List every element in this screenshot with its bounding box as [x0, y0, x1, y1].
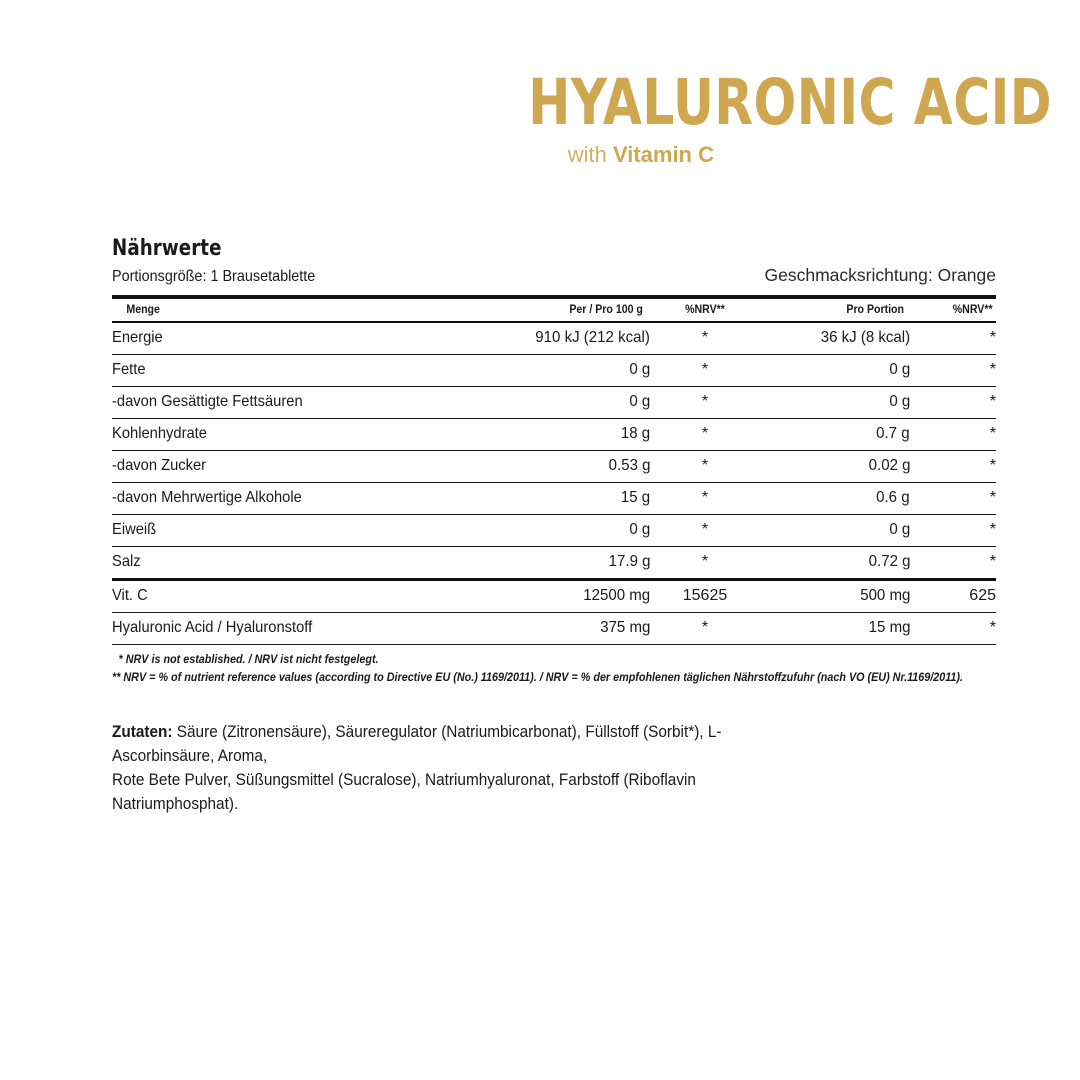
- table-row: [112, 355, 996, 387]
- product-brand-header: [352, 66, 1052, 168]
- column-header-portion: Pro Portion: [766, 297, 904, 322]
- cell-per-portion-text: 15 mg: [868, 619, 910, 636]
- table-row: [112, 580, 996, 613]
- cell-per-100g-text: 0.53 g: [608, 457, 650, 474]
- column-header-nrv2: %NRV**: [913, 297, 992, 322]
- cell-per-portion: [760, 613, 910, 645]
- cell-per-portion: [760, 515, 910, 547]
- cell-nrv-per-portion: *: [910, 547, 996, 580]
- product-title: HYALURONIC ACID: [528, 66, 1052, 139]
- cell-nutrient-name-text: Fette: [112, 361, 146, 378]
- cell-per-100g-text: 15 g: [620, 489, 650, 506]
- ingredients-text-1: Säure (Zitronensäure), Säureregulator (Natriumbicarbonat), Füllstoff (Sorbit*), L-Ascorbinsäure, Aroma,: [112, 722, 722, 765]
- cell-nutrient-name: [112, 580, 472, 613]
- cell-per-portion: [760, 387, 910, 419]
- cell-per-portion: [760, 355, 910, 387]
- product-subtitle-prefix: with: [567, 141, 613, 167]
- table-row: [112, 387, 996, 419]
- product-subtitle-emphasis: Vitamin C: [612, 141, 714, 167]
- cell-nutrient-name-text: Energie: [112, 329, 163, 346]
- cell-per-100g-text: 910 kJ (212 kcal): [535, 329, 650, 346]
- cell-nutrient-name-text: -davon Zucker: [112, 457, 207, 474]
- cell-per-portion-text: 0 g: [889, 521, 910, 538]
- ingredients-section: [112, 721, 872, 817]
- cell-nrv-per-100g: *: [650, 483, 760, 515]
- cell-per-portion: [760, 547, 910, 580]
- cell-per-portion-text: 36 kJ (8 kcal): [820, 329, 910, 346]
- serving-size-text: Portionsgröße: 1 Brausetablette: [112, 268, 316, 285]
- nutrition-panel: [112, 236, 996, 817]
- table-row: [112, 419, 996, 451]
- nutrition-table: [112, 295, 996, 645]
- cell-nrv-per-100g: *: [650, 547, 760, 580]
- cell-per-100g-text: 0 g: [629, 393, 650, 410]
- footnote-double-asterisk: ** NRV = % of nutrient reference values (according to Directive EU (No.) 1169/2011). / NRV = % der empfohlenen täglichen Nährstoffzufuhr (nach VO (EU) Nr.1169/2011).: [112, 670, 964, 684]
- cell-per-100g: [472, 483, 650, 515]
- cell-nrv-per-portion: *: [910, 613, 996, 645]
- cell-per-100g-text: 0 g: [629, 361, 650, 378]
- cell-per-portion-text: 0.6 g: [876, 489, 910, 506]
- table-row: [112, 483, 996, 515]
- cell-nutrient-name-text: Hyaluronic Acid / Hyaluronstoff: [112, 619, 313, 636]
- table-row: [112, 613, 996, 645]
- cell-nutrient-name: [112, 355, 472, 387]
- cell-per-100g: [472, 419, 650, 451]
- cell-nrv-per-100g: *: [650, 322, 760, 355]
- cell-nutrient-name: [112, 322, 472, 355]
- cell-per-portion-text: 0.02 g: [868, 457, 910, 474]
- serving-info-row: [112, 265, 996, 286]
- cell-per-100g: [472, 580, 650, 613]
- cell-nrv-per-portion: *: [910, 387, 996, 419]
- cell-nrv-per-portion: *: [910, 483, 996, 515]
- cell-per-portion: [760, 580, 910, 613]
- table-row: [112, 451, 996, 483]
- cell-nutrient-name-text: Eiweiß: [112, 521, 157, 538]
- column-header-name: Menge: [126, 297, 457, 322]
- ingredients-text-2: Rote Bete Pulver, Süßungsmittel (Sucralose), Natriumhyaluronat, Farbstoff (Riboflavin Natriumphosphat).: [112, 770, 696, 813]
- cell-nrv-per-100g: *: [650, 419, 760, 451]
- cell-per-100g: [472, 547, 650, 580]
- ingredients-label: Zutaten:: [112, 722, 173, 741]
- cell-nrv-per-portion: *: [910, 322, 996, 355]
- column-header-nrv1: %NRV**: [654, 297, 755, 322]
- cell-nrv-per-portion: *: [910, 515, 996, 547]
- cell-per-portion: [760, 483, 910, 515]
- cell-nrv-per-100g: *: [650, 387, 760, 419]
- cell-per-100g: [472, 613, 650, 645]
- ingredients-line-2: [112, 769, 819, 817]
- cell-nrv-per-portion: *: [910, 451, 996, 483]
- cell-per-portion: [760, 419, 910, 451]
- cell-per-portion: [760, 451, 910, 483]
- cell-nutrient-name-text: Vit. C: [112, 587, 148, 604]
- cell-nutrient-name-text: -davon Mehrwertige Alkohole: [112, 489, 302, 506]
- cell-nrv-per-100g: 15625: [650, 580, 760, 613]
- cell-per-100g-text: 0 g: [629, 521, 650, 538]
- cell-nutrient-name: [112, 547, 472, 580]
- cell-per-portion-text: 0.7 g: [876, 425, 910, 442]
- cell-per-100g: [472, 355, 650, 387]
- cell-nutrient-name: [112, 483, 472, 515]
- footnote-single-asterisk: * NRV is not established. / NRV ist nicht festgelegt.: [118, 653, 379, 666]
- cell-per-portion-text: 500 mg: [859, 587, 910, 604]
- cell-nrv-per-portion: *: [910, 355, 996, 387]
- cell-per-100g-text: 375 mg: [599, 619, 650, 636]
- cell-per-100g: [472, 451, 650, 483]
- cell-per-portion-text: 0.72 g: [868, 553, 910, 570]
- table-row: [112, 547, 996, 580]
- table-row: [112, 515, 996, 547]
- cell-per-portion-text: 0 g: [889, 361, 910, 378]
- cell-nrv-per-100g: *: [650, 355, 760, 387]
- cell-nutrient-name: [112, 515, 472, 547]
- cell-per-100g-text: 18 g: [620, 425, 650, 442]
- product-subtitle: [352, 142, 714, 168]
- nutrition-heading: Nährwerte: [112, 236, 222, 261]
- cell-nutrient-name-text: -davon Gesättigte Fettsäuren: [112, 393, 303, 410]
- cell-per-100g: [472, 515, 650, 547]
- cell-per-100g-text: 17.9 g: [608, 553, 650, 570]
- cell-nrv-per-portion: 625: [910, 580, 996, 613]
- cell-nutrient-name: [112, 613, 472, 645]
- cell-per-portion: [760, 322, 910, 355]
- table-footnotes: [112, 651, 996, 687]
- cell-nutrient-name: [112, 451, 472, 483]
- cell-per-100g: [472, 387, 650, 419]
- flavour-text: Geschmacksrichtung: Orange: [764, 265, 996, 285]
- cell-nrv-per-portion: *: [910, 419, 996, 451]
- cell-nrv-per-100g: *: [650, 515, 760, 547]
- cell-nutrient-name: [112, 419, 472, 451]
- cell-per-portion-text: 0 g: [889, 393, 910, 410]
- cell-nrv-per-100g: *: [650, 451, 760, 483]
- cell-per-100g-text: 12500 mg: [583, 587, 650, 604]
- ingredients-line-1: [112, 721, 819, 769]
- cell-nutrient-name-text: Salz: [112, 553, 141, 570]
- cell-nrv-per-100g: *: [650, 613, 760, 645]
- table-row: [112, 322, 996, 355]
- column-header-per100: Per / Pro 100 g: [479, 297, 643, 322]
- cell-per-100g: [472, 322, 650, 355]
- cell-nutrient-name: [112, 387, 472, 419]
- cell-nutrient-name-text: Kohlenhydrate: [112, 425, 207, 442]
- table-header-row: [112, 297, 996, 322]
